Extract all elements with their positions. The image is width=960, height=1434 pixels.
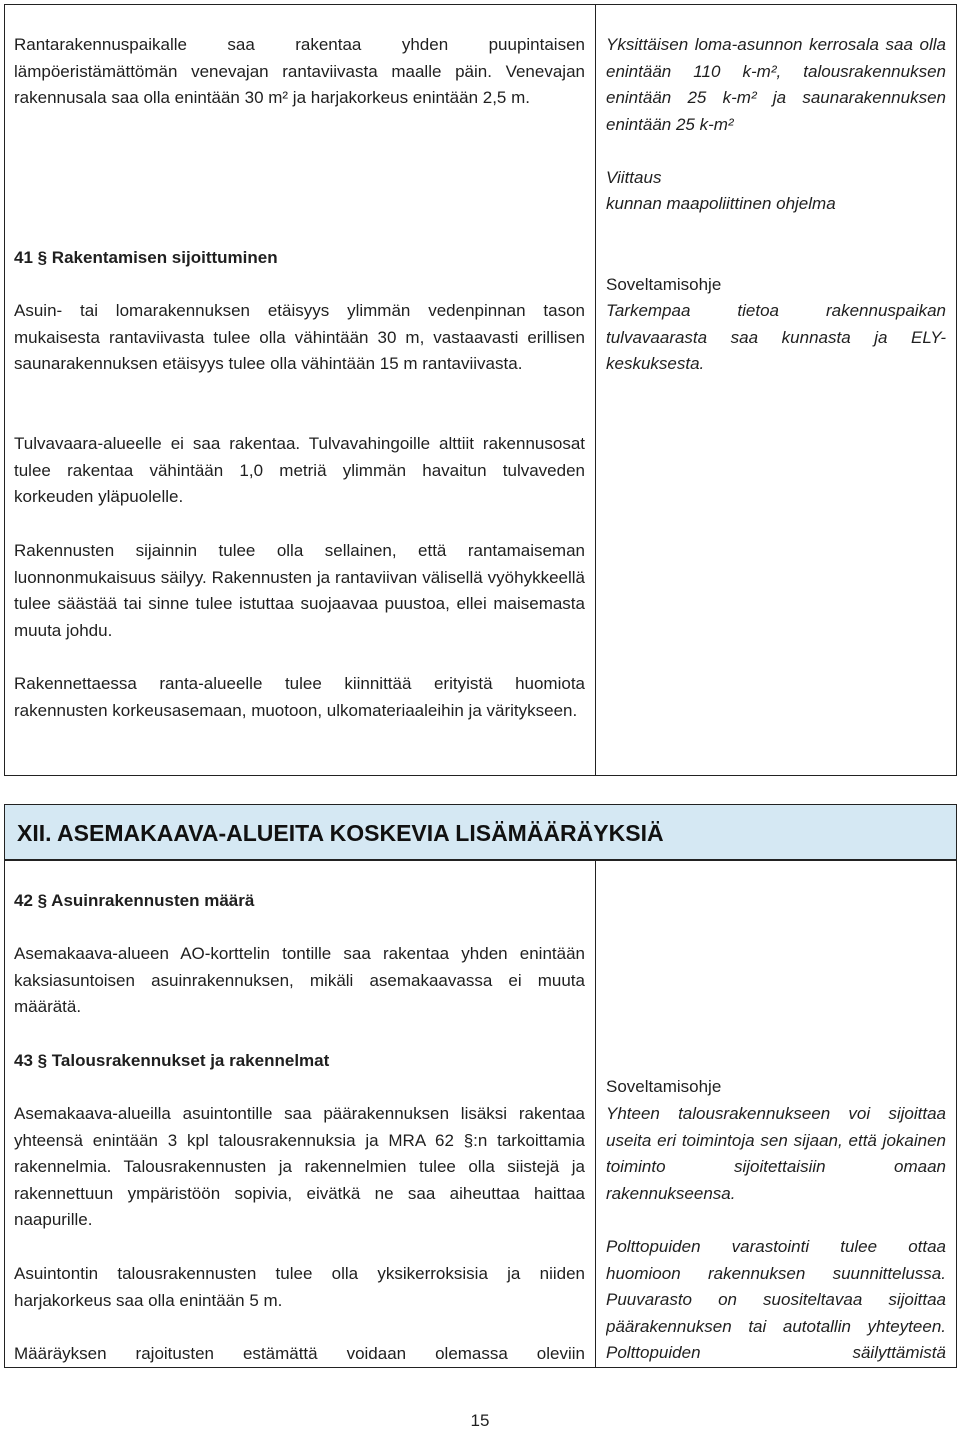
guide-text-upper: Tarkempaa tietoa rakennuspaikan tulvavaarasta saa kunnasta ja ELY-keskuksesta. (606, 301, 946, 374)
floor-area-paragraph: Yksittäisen loma-asunnon kerrosala saa olla enintään 110 k-m², talousrakennuksen enintään 25 k-m² ja saunarakennuksen enintään 25 k-m² (606, 35, 946, 134)
section-43-paragraph-1: Asemakaava-alueilla asuintontille saa päärakennuksen lisäksi rakentaa yhteensä enintään 3 kpl talousrakennuksia ja MRA 62 §:n tarkoittamia rakennelmia. Talousrakennusten ja rakennelmien tulee olla siistejä ja rakennettuun ympäristöön sopivia, eivätkä ne saa aiheuttaa haittaa naapurille. (14, 1104, 585, 1230)
section-43-paragraph-2: Asuintontin talousrakennusten tulee olla yksikerroksisia ja niiden harjakorkeus saa olla enintään 5 m. (14, 1264, 585, 1310)
section-41-landscape-paragraph: Rakennusten sijainnin tulee olla sellainen, että rantamaiseman luonnonmukaisuus säilyy. Rakennusten ja rantaviivan välisellä vyöhykkeellä tulee säästää tai sinne tulee istuttaa suojaavaa puustoa, ellei maisemasta muuta johdu. (14, 541, 585, 640)
section-42-paragraph: Asemakaava-alueen AO-korttelin tontille saa rakentaa yhden enintään kaksiasuntoisen asuinrakennuksen, mikäli asemakaavassa ei muuta määrätä. (14, 944, 585, 1017)
chapter-banner (4, 804, 957, 860)
section-41-appearance-paragraph: Rakennettaessa ranta-alueelle tulee kiinnittää erityistä huomiota rakennusten korkeusasemaan, muotoon, ulkomateriaaleihin ja väritykseen. (14, 674, 585, 720)
section-43-heading: 43 § Talousrakennukset ja rakennelmat (14, 1051, 330, 1070)
guide-label-lower: Soveltamisohje (606, 1077, 722, 1096)
upper-table-divider (595, 4, 596, 776)
guide-text-lower-1: Yhteen talousrakennukseen voi sijoittaa useita eri toimintoja sen sijaan, että jokainen toiminto sijoitettaisiin omaan rakennukseensa. (606, 1104, 946, 1203)
reference-text: kunnan maapoliittinen ohjelma (606, 194, 836, 213)
lower-table-divider (595, 860, 596, 1368)
section-41-flood-paragraph: Tulvavaara-alueelle ei saa rakentaa. Tulvavahingoille alttiit rakennusosat tulee rakentaa vähintään 1,0 metriä ylimmän havaitun tulvaveden korkeuden yläpuolelle. (14, 434, 585, 507)
page-number: 15 (470, 1411, 490, 1430)
chapter-title: XII. ASEMAKAAVA-ALUEITA KOSKEVIA LISÄMÄÄRÄYKSIÄ (17, 820, 664, 846)
section-41-distance-paragraph: Asuin- tai lomarakennuksen etäisyys ylimmän vedenpinnan tason mukaisesta rantaviivasta tulee olla vähintään 30 m, vastaavasti erillisen saunarakennuksen etäisyys tulee olla vähintään 15 m rantaviivasta. (14, 301, 585, 374)
guide-label-upper: Soveltamisohje (606, 275, 722, 294)
reference-label: Viittaus (606, 168, 662, 187)
guide-text-lower-2: Polttopuiden varastointi tulee ottaa huomioon rakennuksen suunnittelussa. Puuvarasto on suositeltavaa sijoittaa päärakennuksen tai autotallin yhteyteen. Polttopuiden säilyttämistä (606, 1237, 946, 1363)
section-43-paragraph-3: Määräyksen rajoitusten estämättä voidaan olemassa oleviin (14, 1344, 585, 1363)
section-42-heading: 42 § Asuinrakennusten määrä (14, 891, 255, 910)
boathouse-paragraph: Rantarakennuspaikalle saa rakentaa yhden puupintaisen lämpöeristämättömän venevajan rantaviivasta maalle päin. Venevajan rakennusala saa olla enintään 30 m² ja harjakorkeus enintään 2,5 m. (14, 35, 585, 108)
section-41-heading: 41 § Rakentamisen sijoittuminen (14, 248, 278, 267)
